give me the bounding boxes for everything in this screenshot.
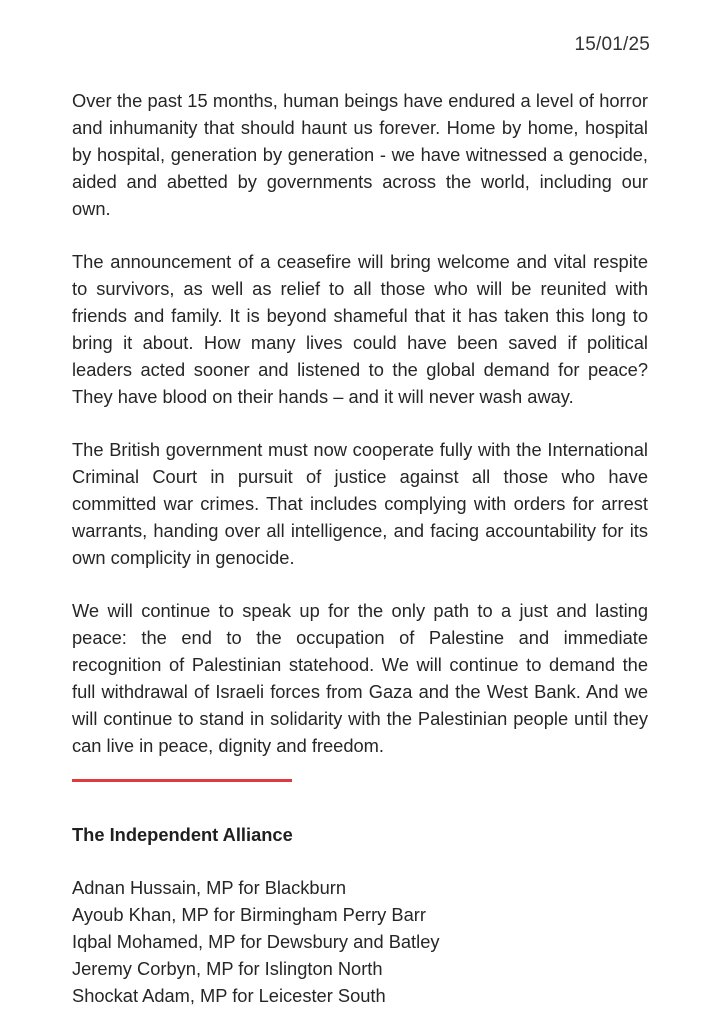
accent-divider (72, 779, 292, 782)
signature-block (72, 821, 648, 1009)
signatory-item: Shockat Adam, MP for Leicester South (72, 985, 386, 1006)
signatory-item: Jeremy Corbyn, MP for Islington North (72, 958, 383, 979)
signatory-item: Iqbal Mohamed, MP for Dewsbury and Batley (72, 931, 440, 952)
signatory-list (72, 874, 648, 1009)
signature-title: The Independent Alliance (72, 824, 293, 845)
paragraph-4: We will continue to speak up for the only path to a just and lasting peace: the end to the occupation of Palestine and immediate recognition of Palestinian statehood. We will continue to demand the full withdrawal of Israeli forces from Gaza and the West Bank. And we will continue to stand in solidarity with the Palestinian people until they can live in peace, dignity and freedom. (72, 600, 648, 756)
statement-date: 15/01/25 (574, 34, 650, 55)
signatory-item: Adnan Hussain, MP for Blackburn (72, 877, 347, 898)
statement-body (72, 87, 648, 785)
paragraph-1: Over the past 15 months, human beings have endured a level of horror and inhumanity that should haunt us forever. Home by home, hospital by hospital, generation by generation - we have witnessed a genocide, aided and abetted by governments across the world, including our own. (72, 90, 648, 219)
paragraph-3: The British government must now cooperate fully with the International Criminal Court in pursuit of justice against all those who have committed war crimes. That includes complying with orders for arrest warrants, handing over all intelligence, and facing accountability for its own complicity in genocide. (72, 439, 648, 568)
paragraph-2: The announcement of a ceasefire will bring welcome and vital respite to survivors, as well as relief to all those who will be reunited with friends and family. It is beyond shameful that it has taken this long to bring it about. How many lives could have been saved if political leaders acted sooner and listened to the global demand for peace? They have blood on their hands – and it will never wash away. (72, 251, 648, 407)
signatory-item: Ayoub Khan, MP for Birmingham Perry Barr (72, 904, 426, 925)
